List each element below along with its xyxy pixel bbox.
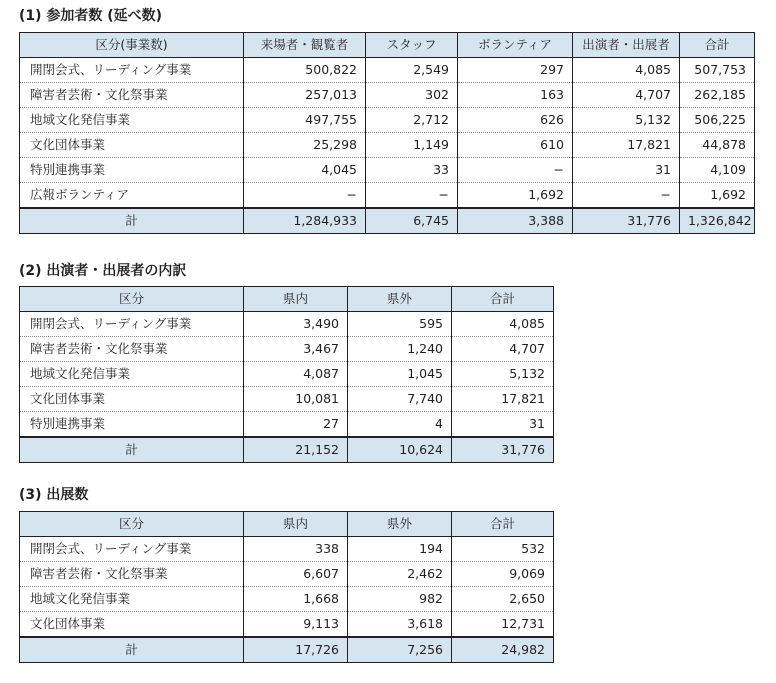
- cell: 27: [244, 412, 348, 438]
- cell: 982: [348, 587, 452, 612]
- cell: −: [458, 158, 573, 183]
- total-cell: 10,624: [348, 437, 452, 463]
- cell: 297: [458, 58, 573, 83]
- table-row: [20, 612, 554, 638]
- cell: 1,149: [366, 133, 458, 158]
- total-cell: 24,982: [452, 637, 554, 663]
- cell: −: [573, 183, 680, 209]
- total-label: 計: [20, 637, 244, 663]
- row-label: 開閉会式、リーディング事業: [20, 312, 244, 337]
- cell: 4,087: [244, 362, 348, 387]
- section-title-participants: (1) 参加者数 (延べ数): [19, 8, 163, 24]
- column-header: 出演者・出展者: [573, 33, 680, 58]
- cell: 1,692: [458, 183, 573, 209]
- row-label: 文化団体事業: [20, 612, 244, 638]
- row-label: 広報ボランティア: [20, 183, 244, 209]
- table-row: [20, 337, 554, 362]
- table-header-row: [20, 33, 755, 58]
- cell: 500,822: [244, 58, 366, 83]
- cell: 1,045: [348, 362, 452, 387]
- table-row: [20, 312, 554, 337]
- column-header: 区分: [20, 287, 244, 312]
- cell: 4,085: [452, 312, 554, 337]
- table-row: [20, 537, 554, 562]
- column-header: 県内: [244, 287, 348, 312]
- column-header: ボランティア: [458, 33, 573, 58]
- cell: 506,225: [680, 108, 755, 133]
- total-cell: 1,284,933: [244, 208, 366, 234]
- total-cell: 7,256: [348, 637, 452, 663]
- column-header: 合計: [452, 287, 554, 312]
- cell: 9,069: [452, 562, 554, 587]
- row-label: 障害者芸術・文化祭事業: [20, 83, 244, 108]
- cell: 338: [244, 537, 348, 562]
- table-header-row: [20, 512, 554, 537]
- total-row: [20, 208, 755, 234]
- cell: 4,707: [452, 337, 554, 362]
- cell: 257,013: [244, 83, 366, 108]
- total-cell: 31,776: [573, 208, 680, 234]
- column-header: 来場者・観覧者: [244, 33, 366, 58]
- total-row: [20, 637, 554, 663]
- section-title-exhibits: (3) 出展数: [19, 487, 89, 503]
- row-label: 開閉会式、リーディング事業: [20, 537, 244, 562]
- cell: 610: [458, 133, 573, 158]
- cell: 194: [348, 537, 452, 562]
- participants-table: [19, 32, 755, 234]
- cell: 17,821: [452, 387, 554, 412]
- table-row: [20, 108, 755, 133]
- cell: 12,731: [452, 612, 554, 638]
- cell: −: [366, 183, 458, 209]
- cell: 1,692: [680, 183, 755, 209]
- total-cell: 1,326,842: [680, 208, 755, 234]
- column-header: 県外: [348, 512, 452, 537]
- total-cell: 21,152: [244, 437, 348, 463]
- table-row: [20, 412, 554, 438]
- total-cell: 6,745: [366, 208, 458, 234]
- table-row: [20, 133, 755, 158]
- row-label: 開閉会式、リーディング事業: [20, 58, 244, 83]
- cell: 497,755: [244, 108, 366, 133]
- total-cell: 17,726: [244, 637, 348, 663]
- row-label: 文化団体事業: [20, 387, 244, 412]
- column-header: 区分: [20, 512, 244, 537]
- cell: 3,467: [244, 337, 348, 362]
- table-header-row: [20, 287, 554, 312]
- table-row: [20, 58, 755, 83]
- cell: 302: [366, 83, 458, 108]
- total-row: [20, 437, 554, 463]
- cell: 1,668: [244, 587, 348, 612]
- cell: 595: [348, 312, 452, 337]
- cell: 31: [452, 412, 554, 438]
- cell: 33: [366, 158, 458, 183]
- column-header: 合計: [680, 33, 755, 58]
- section-title-performers: (2) 出演者・出展者の内訳: [19, 263, 187, 279]
- cell: 25,298: [244, 133, 366, 158]
- column-header: スタッフ: [366, 33, 458, 58]
- column-header: 県外: [348, 287, 452, 312]
- cell: 5,132: [573, 108, 680, 133]
- row-label: 障害者芸術・文化祭事業: [20, 562, 244, 587]
- column-header: 合計: [452, 512, 554, 537]
- cell: 1,240: [348, 337, 452, 362]
- total-label: 計: [20, 437, 244, 463]
- column-header: 県内: [244, 512, 348, 537]
- total-label: 計: [20, 208, 244, 234]
- row-label: 特別連携事業: [20, 412, 244, 438]
- cell: 532: [452, 537, 554, 562]
- row-label: 地域文化発信事業: [20, 108, 244, 133]
- performers-table: [19, 286, 554, 463]
- cell: 2,549: [366, 58, 458, 83]
- cell: 9,113: [244, 612, 348, 638]
- cell: 6,607: [244, 562, 348, 587]
- row-label: 障害者芸術・文化祭事業: [20, 337, 244, 362]
- row-label: 地域文化発信事業: [20, 362, 244, 387]
- table-row: [20, 158, 755, 183]
- cell: 31: [573, 158, 680, 183]
- table-row: [20, 183, 755, 209]
- column-header: 区分(事業数): [20, 33, 244, 58]
- table-row: [20, 83, 755, 108]
- cell: 626: [458, 108, 573, 133]
- cell: 2,712: [366, 108, 458, 133]
- cell: 4,707: [573, 83, 680, 108]
- cell: 507,753: [680, 58, 755, 83]
- total-cell: 3,388: [458, 208, 573, 234]
- cell: 2,650: [452, 587, 554, 612]
- total-cell: 31,776: [452, 437, 554, 463]
- cell: 4,045: [244, 158, 366, 183]
- exhibits-table: [19, 511, 554, 663]
- cell: 5,132: [452, 362, 554, 387]
- cell: −: [244, 183, 366, 209]
- cell: 17,821: [573, 133, 680, 158]
- row-label: 地域文化発信事業: [20, 587, 244, 612]
- cell: 10,081: [244, 387, 348, 412]
- cell: 7,740: [348, 387, 452, 412]
- table-row: [20, 562, 554, 587]
- cell: 3,618: [348, 612, 452, 638]
- cell: 4,109: [680, 158, 755, 183]
- cell: 2,462: [348, 562, 452, 587]
- row-label: 文化団体事業: [20, 133, 244, 158]
- cell: 4: [348, 412, 452, 438]
- table-row: [20, 387, 554, 412]
- cell: 262,185: [680, 83, 755, 108]
- table-row: [20, 362, 554, 387]
- row-label: 特別連携事業: [20, 158, 244, 183]
- cell: 44,878: [680, 133, 755, 158]
- table-row: [20, 587, 554, 612]
- cell: 3,490: [244, 312, 348, 337]
- cell: 163: [458, 83, 573, 108]
- cell: 4,085: [573, 58, 680, 83]
